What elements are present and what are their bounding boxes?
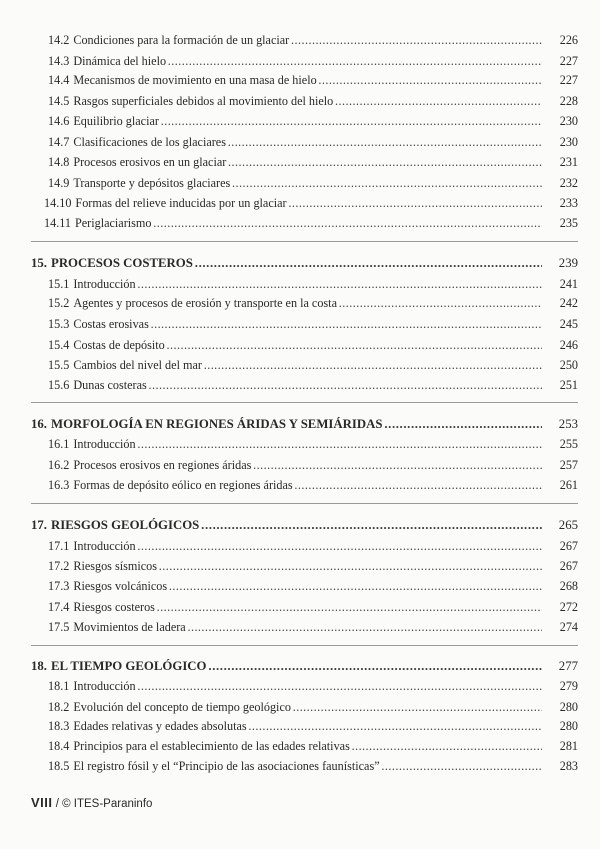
toc-entry-14-2[interactable]	[0, 30, 600, 50]
section-number: 17.2	[48, 559, 70, 573]
section-title: Dinámica del hielo	[73, 54, 167, 68]
toc-entry-14-11[interactable]	[0, 213, 600, 233]
page-number: 241	[559, 277, 578, 291]
page-number: 253	[558, 417, 578, 431]
toc-entry-17-3[interactable]	[0, 576, 600, 596]
section-title: Riesgos sísmicos	[73, 559, 157, 573]
section-title: Riesgos volcánicos	[73, 579, 168, 593]
toc-entry-14-8[interactable]	[0, 152, 600, 172]
toc-chapter-15[interactable]	[0, 253, 600, 273]
toc-entry-14-4[interactable]	[0, 70, 600, 90]
section-title: Equilibrio glaciar	[73, 114, 159, 128]
section-number: 17.3	[48, 579, 70, 593]
toc-entry-14-6[interactable]	[0, 111, 600, 131]
section-number: 18.2	[48, 700, 70, 714]
section-number: 14.5	[48, 94, 70, 108]
toc-entry-14-10[interactable]	[0, 193, 600, 213]
section-title: Costas erosivas	[73, 317, 149, 331]
chapter-number: 16.	[31, 417, 47, 431]
chapter-title: PROCESOS COSTEROS	[51, 256, 193, 270]
section-number: 15.2	[48, 296, 70, 310]
section-title: Clasificaciones de los glaciares	[73, 135, 226, 149]
section-title: Cambios del nivel del mar	[73, 358, 202, 372]
page-number: 257	[559, 458, 578, 472]
page-number: 280	[559, 719, 578, 733]
toc-entry-15-6[interactable]	[0, 375, 600, 395]
section-title: Formas del relieve inducidas por un glaciar	[75, 196, 287, 210]
section-number: 14.8	[48, 155, 70, 169]
section-number: 17.4	[48, 600, 70, 614]
page-number: 255	[559, 437, 578, 451]
page-number: 230	[559, 135, 578, 149]
section-number: 18.5	[48, 759, 70, 773]
section-number: 15.1	[48, 277, 70, 291]
section-title: Agentes y procesos de erosión y transporte en la costa	[73, 296, 337, 310]
page-number: 280	[559, 700, 578, 714]
page-number: 235	[559, 216, 578, 230]
section-title: Edades relativas y edades absolutas	[73, 719, 247, 733]
toc-entry-17-5[interactable]	[0, 617, 600, 637]
toc-entry-18-5[interactable]	[0, 756, 600, 776]
page-number: 250	[559, 358, 578, 372]
toc-entry-14-3[interactable]	[0, 51, 600, 71]
page-number: 227	[559, 73, 578, 87]
section-number: 14.11	[44, 216, 71, 230]
chapter-title: EL TIEMPO GEOLÓGICO	[51, 659, 207, 673]
section-number: 14.9	[48, 176, 70, 190]
copyright-text: © ITES-Paraninfo	[62, 798, 153, 810]
page-number: 268	[559, 579, 578, 593]
chapter-number: 15.	[31, 256, 47, 270]
footer-separator: /	[55, 798, 59, 810]
page-number: 279	[559, 679, 578, 693]
chapter-title: MORFOLOGÍA EN REGIONES ÁRIDAS Y SEMIÁRIDAS	[51, 417, 383, 431]
chapter-number: 17.	[31, 518, 47, 532]
page-number: 267	[559, 559, 578, 573]
section-title: Formas de depósito eólico en regiones áridas	[73, 478, 293, 492]
section-number: 14.6	[48, 114, 70, 128]
toc-chapter-18[interactable]	[0, 656, 600, 676]
section-number: 14.7	[48, 135, 70, 149]
toc-entry-15-4[interactable]	[0, 335, 600, 355]
page-number: 226	[559, 33, 578, 47]
toc-entry-14-7[interactable]	[0, 132, 600, 152]
section-number: 14.2	[48, 33, 70, 47]
section-number: 14.4	[48, 73, 70, 87]
toc-entry-15-3[interactable]	[0, 314, 600, 334]
section-number: 17.5	[48, 620, 70, 634]
section-number: 14.3	[48, 54, 70, 68]
toc-entry-18-1[interactable]	[0, 676, 600, 696]
page-number: 272	[559, 600, 578, 614]
page-number: 274	[559, 620, 578, 634]
section-number: 16.3	[48, 478, 70, 492]
section-title: Mecanismos de movimiento en una masa de hielo	[73, 73, 317, 87]
page-number: 239	[558, 256, 578, 270]
section-title: Rasgos superficiales debidos al movimiento del hielo	[73, 94, 334, 108]
toc-chapter-17[interactable]	[0, 515, 600, 535]
page-number: 242	[559, 296, 578, 310]
page-footer	[31, 795, 152, 810]
section-title: Condiciones para la formación de un glaciar	[73, 33, 290, 47]
toc-entry-14-5[interactable]	[0, 91, 600, 111]
toc-entry-15-1[interactable]	[0, 274, 600, 294]
section-number: 15.5	[48, 358, 70, 372]
page-number: 251	[559, 378, 578, 392]
page-number: 227	[559, 54, 578, 68]
section-title: Introducción	[73, 679, 136, 693]
page-number: 231	[559, 155, 578, 169]
page-number: 232	[559, 176, 578, 190]
section-number: 15.3	[48, 317, 70, 331]
page-number: 277	[558, 659, 578, 673]
section-number: 18.3	[48, 719, 70, 733]
section-title: Riesgos costeros	[73, 600, 155, 614]
chapter-number: 18.	[31, 659, 47, 673]
toc-entry-18-4[interactable]	[0, 736, 600, 756]
section-number: 16.2	[48, 458, 70, 472]
section-title: Transporte y depósitos glaciares	[73, 176, 231, 190]
page-number: 245	[559, 317, 578, 331]
page-number: 230	[559, 114, 578, 128]
toc-entry-15-2[interactable]	[0, 293, 600, 313]
section-title: Introducción	[73, 539, 136, 553]
section-title: Costas de depósito	[73, 338, 165, 352]
section-number: 14.10	[44, 196, 72, 210]
toc-entry-16-1[interactable]	[0, 434, 600, 454]
section-title: Principios para el establecimiento de las edades relativas	[73, 739, 350, 753]
section-title: Introducción	[73, 277, 136, 291]
page-number: 283	[559, 759, 578, 773]
section-title: Periglaciarismo	[74, 216, 152, 230]
toc-entry-17-4[interactable]	[0, 597, 600, 617]
page-number: 267	[559, 539, 578, 553]
section-title: Dunas costeras	[73, 378, 147, 392]
section-number: 18.4	[48, 739, 70, 753]
page-number-roman: VIII	[31, 795, 53, 810]
section-title: Movimientos de ladera	[73, 620, 186, 634]
page-number: 281	[559, 739, 578, 753]
section-number: 15.6	[48, 378, 70, 392]
toc-entry-17-1[interactable]	[0, 536, 600, 556]
section-title: El registro fósil y el “Principio de las asociaciones faunísticas”	[73, 759, 380, 773]
toc-entry-16-3[interactable]	[0, 475, 600, 495]
chapter-divider	[31, 402, 578, 403]
section-title: Procesos erosivos en regiones áridas	[73, 458, 252, 472]
section-number: 18.1	[48, 679, 70, 693]
page-number: 261	[559, 478, 578, 492]
chapter-divider	[31, 503, 578, 504]
page-number: 265	[558, 518, 578, 532]
toc-entry-18-2[interactable]	[0, 697, 600, 717]
toc-entry-18-3[interactable]	[0, 716, 600, 736]
toc-chapter-16[interactable]	[0, 414, 600, 434]
section-number: 17.1	[48, 539, 70, 553]
section-title: Introducción	[73, 437, 136, 451]
chapter-title: RIESGOS GEOLÓGICOS	[51, 518, 200, 532]
toc-entry-16-2[interactable]	[0, 455, 600, 475]
toc-entry-14-9[interactable]	[0, 173, 600, 193]
section-number: 16.1	[48, 437, 70, 451]
page-number: 228	[559, 94, 578, 108]
page-number: 233	[559, 196, 578, 210]
toc-entry-15-5[interactable]	[0, 355, 600, 375]
chapter-divider	[31, 645, 578, 646]
section-title: Evolución del concepto de tiempo geológico	[73, 700, 291, 714]
page-number: 246	[559, 338, 578, 352]
toc-entry-17-2[interactable]	[0, 556, 600, 576]
section-number: 15.4	[48, 338, 70, 352]
section-title: Procesos erosivos en un glaciar	[73, 155, 227, 169]
chapter-divider	[31, 241, 578, 242]
